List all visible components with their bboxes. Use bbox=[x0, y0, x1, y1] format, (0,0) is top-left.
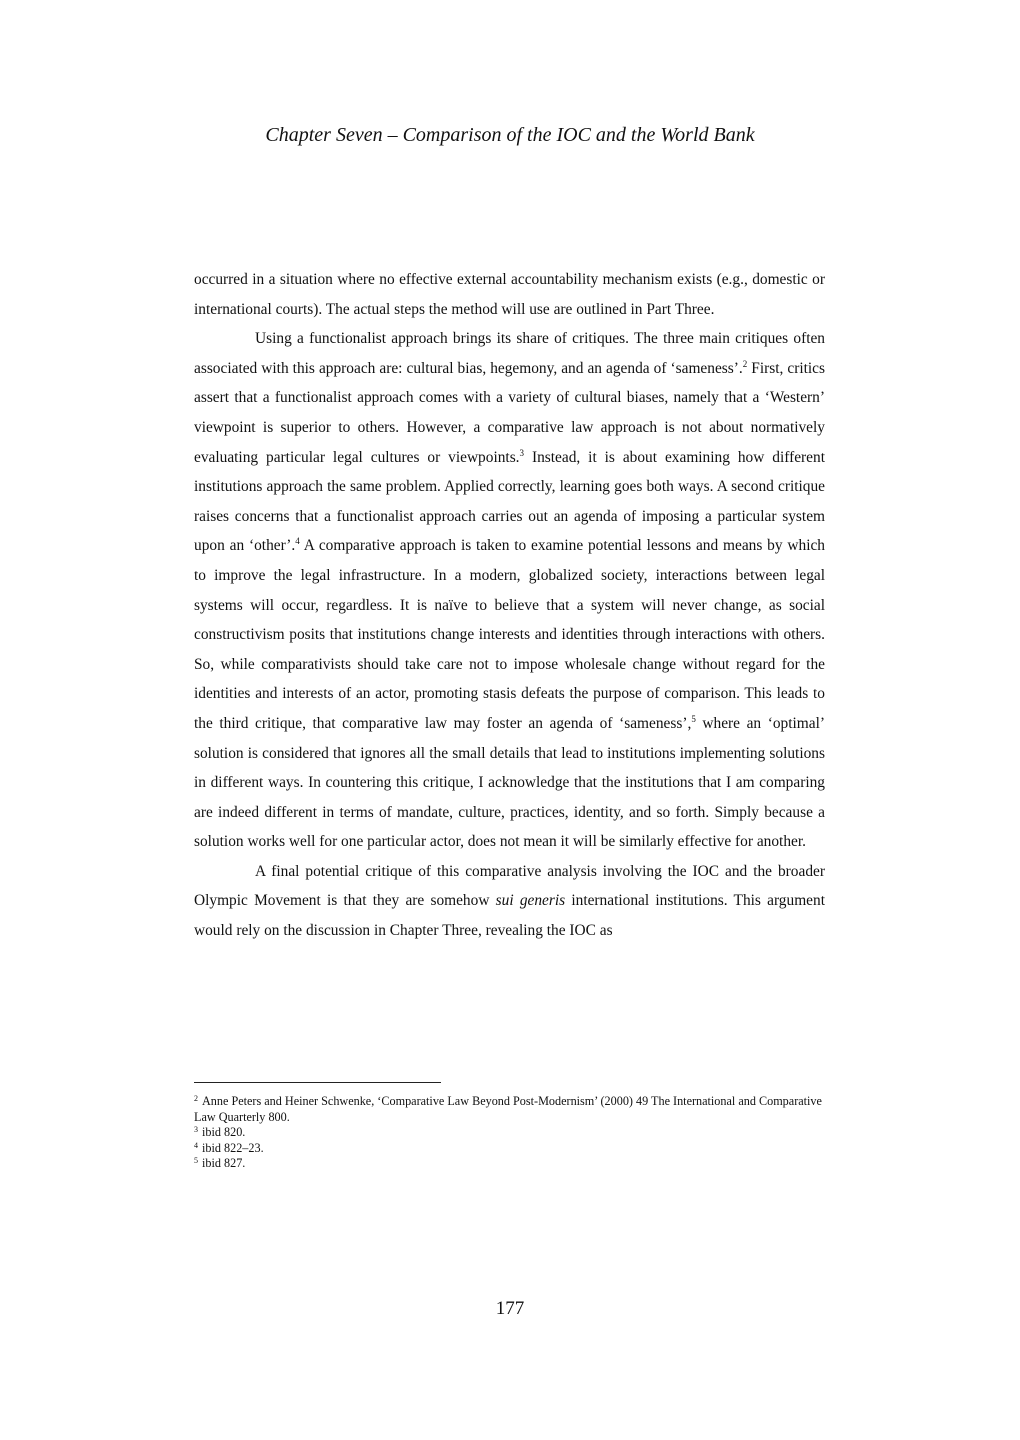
footnote-ref-2: 2 bbox=[742, 358, 748, 369]
footnote-3 bbox=[194, 1125, 825, 1141]
paragraph-1: occurred in a situation where no effective external accountability mechanism exists (e.g., domestic or international courts). The actual steps the method will use are outlined in Part Three. bbox=[194, 271, 825, 318]
main-body-text bbox=[194, 265, 825, 946]
paragraph-2-sentence-3: Instead, it is about examining how different institutions approach the same problem. Applied correctly, learning goes both ways. A second critique raises concerns that a functionalist approach carries out an agenda of imposing a particular system upon an ‘other’. bbox=[194, 448, 825, 555]
footnotes bbox=[194, 1094, 825, 1172]
paragraph-2 bbox=[194, 324, 825, 857]
footnote-ref-3: 3 bbox=[519, 447, 525, 458]
footnote-separator-rule bbox=[194, 1082, 441, 1083]
paragraph-2-sentence-4: A comparative approach is taken to examine potential lessons and means by which to improve the legal infrastructure. In a modern, globalized society, interactions between legal systems will occur, regardless. It is naïve to believe that a system will never change, as social constructivism posits that institutions change interests and identities through interactions with others. So, while comparativists should take care not to impose wholesale change without regard for the identities and interests of an actor, promoting stasis defeats the purpose of comparison. This leads to the third critique, that comparative law may foster an agenda of ‘sameness’, bbox=[194, 537, 826, 732]
footnote-ref-5: 5 bbox=[691, 713, 696, 724]
footnote-2 bbox=[194, 1094, 825, 1125]
footnote-text: ibid 827. bbox=[202, 1156, 246, 1171]
footnote-number: 3 bbox=[194, 1125, 198, 1135]
paragraph-2-sentence-2: First, critics assert that a functionalist approach comes with a variety of cultural biases, namely that a ‘Western’ viewpoint is superior to others. However, a comparative law approach is not about normatively evaluating particular legal cultures or viewpoints. bbox=[194, 359, 825, 466]
paragraph-2-sentence-5: where an ‘optimal’ solution is considered that ignores all the small details that lead to institutions implementing solutions in different ways. In countering this critique, I acknowledge that the institutions that I am comparing are indeed different in terms of mandate, culture, practices, identity, and so forth. Simply because a solution works well for one particular actor, does not mean it will be similarly effective for another. bbox=[194, 714, 825, 851]
footnote-4 bbox=[194, 1141, 825, 1157]
footnote-ref-4: 4 bbox=[295, 536, 300, 547]
footnote-5 bbox=[194, 1156, 825, 1172]
footnote-text: ibid 822–23. bbox=[202, 1140, 264, 1155]
paragraph-3-part-2: international institutions. This argument would rely on the discussion in Chapter Three, revealing the IOC as bbox=[194, 892, 825, 940]
paragraph-3 bbox=[194, 857, 825, 946]
footnote-number: 4 bbox=[194, 1140, 198, 1150]
footnote-text: Anne Peters and Heiner Schwenke, ‘Comparative Law Beyond Post-Modernism’ (2000) 49 The International and Comparative Law Quarterly 800. bbox=[194, 1094, 822, 1124]
footnote-text: ibid 820. bbox=[202, 1125, 246, 1140]
paragraph-3-part-1: A final potential critique of this comparative analysis involving the IOC and the broader Olympic Movement is that they are somehow bbox=[194, 862, 825, 910]
footnote-number: 2 bbox=[194, 1094, 198, 1103]
paragraph-2-sentence-1: Using a functionalist approach brings its share of critiques. The three main critiques often associated with this approach are: cultural bias, hegemony, and an agenda of ‘sameness’. bbox=[194, 330, 825, 377]
paragraph-3-emphasis: sui generis bbox=[495, 892, 566, 910]
page-number: 177 bbox=[495, 1298, 525, 1319]
footnote-number: 5 bbox=[194, 1156, 198, 1166]
running-head: Chapter Seven – Comparison of the IOC and the World Bank bbox=[265, 124, 755, 146]
